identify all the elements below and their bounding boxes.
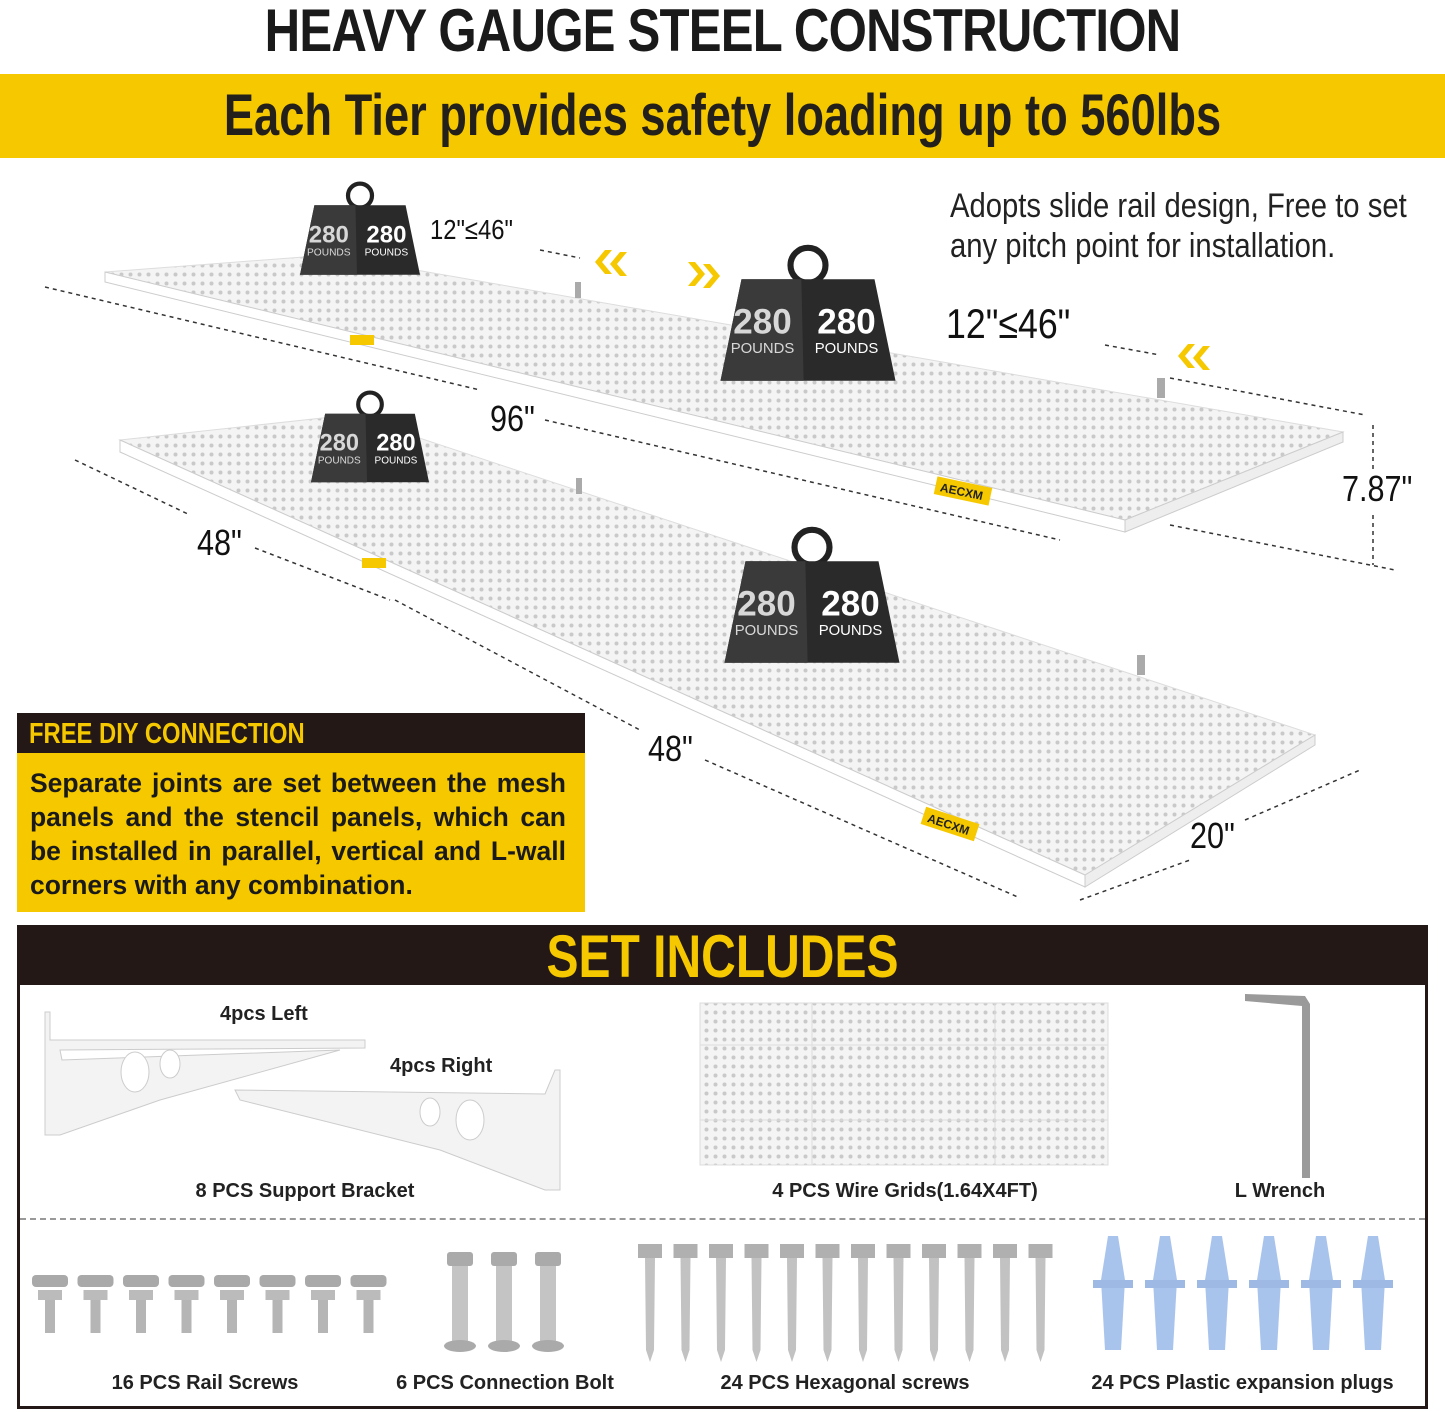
weight-value: 280 <box>817 302 876 342</box>
weight-unit: POUNDS <box>730 340 795 357</box>
bracket-left-label: 4pcs Left <box>220 1003 308 1025</box>
hex-screw-icon <box>851 1244 875 1362</box>
expansion-plug-icon <box>1093 1236 1133 1350</box>
item-label: L Wrench <box>1234 1180 1326 1202</box>
weight-value: 280 <box>737 584 796 624</box>
bracket-right-label: 4pcs Right <box>390 1055 493 1077</box>
hex-screw-icon <box>745 1244 769 1362</box>
rail-screw-icon <box>214 1275 250 1333</box>
weight-value: 280 <box>319 430 360 457</box>
divider <box>20 1218 1425 1220</box>
set-includes-title: SET INCLUDES <box>546 923 899 990</box>
bracket-tab <box>1137 655 1145 675</box>
brand-tag: AECXM <box>938 480 985 504</box>
rail-screw-icon <box>305 1275 341 1333</box>
hex-screw-icon <box>958 1244 982 1362</box>
slide-rail-line-2: any pitch point for installation. <box>950 227 1336 265</box>
weight-value: 280 <box>308 221 349 249</box>
weight-unit: POUNDS <box>364 247 409 259</box>
bracket-icon <box>45 1012 560 1190</box>
hex-screw-icon <box>709 1244 733 1362</box>
dimension-spacing-large: 12"≤46" <box>946 300 1071 347</box>
weight-unit: POUNDS <box>818 622 883 639</box>
diy-title: FREE DIY CONNECTION <box>29 718 305 750</box>
slide-rail-note <box>950 186 1407 266</box>
weight-icon <box>721 248 896 381</box>
item-label: 24 PCS Hexagonal screws <box>720 1372 970 1394</box>
hex-screw-icon <box>674 1244 698 1362</box>
hex-screw-icon <box>638 1244 662 1362</box>
weight-icon <box>311 393 429 483</box>
expansion-plug-icon <box>1197 1236 1237 1350</box>
wire-grid-icon <box>700 1003 1108 1165</box>
item-label: 24 PCS Plastic expansion plugs <box>1091 1372 1394 1394</box>
weight-unit: POUNDS <box>307 247 351 259</box>
dimension-length: 96" <box>490 398 535 439</box>
slide-rail-line-1: Adopts slide rail design, Free to set <box>950 187 1407 225</box>
hex-screw-icon <box>1029 1244 1053 1362</box>
dimension-spacing-small: 12"≤46" <box>430 214 513 245</box>
page-title: HEAVY GAUGE STEEL CONSTRUCTION <box>264 0 1181 64</box>
weight-value: 280 <box>376 430 416 457</box>
bracket-tab <box>576 478 582 494</box>
weight-unit: POUNDS <box>374 455 418 467</box>
hex-screw-icon <box>887 1244 911 1362</box>
rail-screw-icon <box>169 1275 205 1333</box>
weight-value: 280 <box>821 584 880 624</box>
item-label: 8 PCS Support Bracket <box>195 1180 415 1202</box>
weight-value: 280 <box>733 302 792 342</box>
rail-screw-icon <box>78 1275 114 1333</box>
weight-icon <box>300 184 420 275</box>
l-wrench-icon <box>1245 994 1310 1178</box>
dimension-depth: 20" <box>1190 815 1235 856</box>
bracket-tab <box>1157 378 1165 398</box>
weight-value: 280 <box>366 221 407 249</box>
weight-unit: POUNDS <box>317 455 361 467</box>
subtitle: Each Tier provides safety loading up to 560lbs <box>223 83 1222 148</box>
expansion-plug-icon <box>1145 1236 1185 1350</box>
expansion-plug-icon <box>1301 1236 1341 1350</box>
dimension-panel-right: 48" <box>648 728 693 769</box>
bolt-icon <box>488 1252 520 1352</box>
bolt-icon <box>532 1252 564 1352</box>
item-label: 4 PCS Wire Grids(1.64X4FT) <box>772 1180 1038 1202</box>
dimension-panel-left: 48" <box>197 522 242 563</box>
expansion-plug-icon <box>1249 1236 1289 1350</box>
diy-body: Separate joints are set between the mesh panels and the stencil panels, which can be installed in parallel, vertical and L-wall corners with any combination. <box>30 768 566 900</box>
rail-screw-icon <box>32 1275 68 1333</box>
item-label: 6 PCS Connection Bolt <box>396 1372 614 1394</box>
hex-screw-icon <box>993 1244 1017 1362</box>
hex-screw-icon <box>780 1244 804 1362</box>
bolt-icon <box>444 1252 476 1352</box>
hex-screw-icon <box>816 1244 840 1362</box>
brand-tag: AECXM <box>925 811 972 838</box>
weight-unit: POUNDS <box>734 622 799 639</box>
rail-screw-icon <box>351 1275 387 1333</box>
dimension-height: 7.87" <box>1342 468 1413 509</box>
rail-screw-icon <box>260 1275 296 1333</box>
expansion-plug-icon <box>1353 1236 1393 1350</box>
item-label: 16 PCS Rail Screws <box>111 1372 299 1394</box>
bracket-tab <box>575 282 581 298</box>
rail-screw-icon <box>123 1275 159 1333</box>
hex-screw-icon <box>922 1244 946 1362</box>
weight-unit: POUNDS <box>814 340 879 357</box>
